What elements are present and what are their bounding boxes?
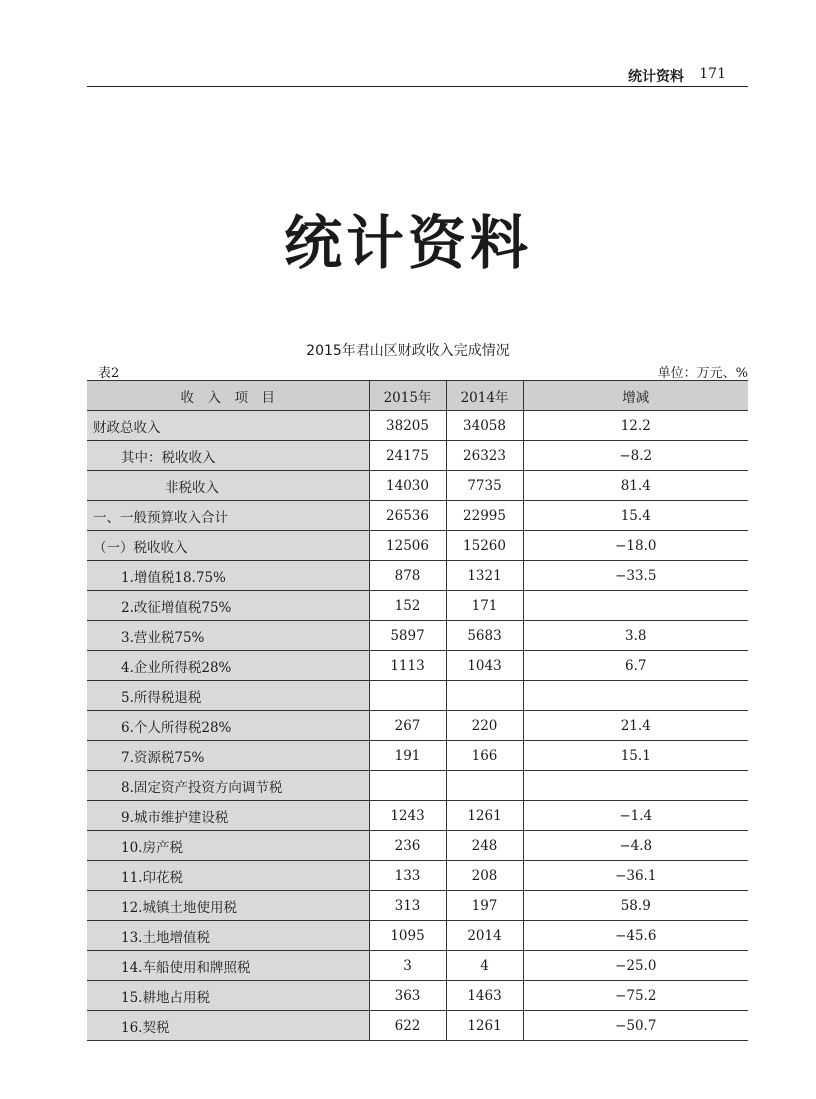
- row-item-label: 14.车船使用和牌照税: [87, 951, 369, 981]
- table-row: [87, 951, 748, 981]
- row-value-change: −36.1: [523, 861, 748, 891]
- row-value-2015: 622: [369, 1011, 446, 1041]
- row-value-2014: 2014: [446, 921, 523, 951]
- row-value-2014: 1321: [446, 561, 523, 591]
- row-item-label: 11.印花税: [87, 861, 369, 891]
- row-value-2015: 24175: [369, 441, 446, 471]
- row-value-2014: 34058: [446, 411, 523, 441]
- row-value-2014: [446, 771, 523, 801]
- header-2014: 2014年: [446, 381, 523, 411]
- row-value-2015: 38205: [369, 411, 446, 441]
- row-item-label: 4.企业所得税28%: [87, 651, 369, 681]
- row-value-change: 12.2: [523, 411, 748, 441]
- row-value-2015: 191: [369, 741, 446, 771]
- table-row: [87, 1011, 748, 1041]
- table-row: [87, 921, 748, 951]
- table-row: [87, 741, 748, 771]
- row-value-2014: 166: [446, 741, 523, 771]
- table-unit: 单位：万元、%: [657, 366, 748, 381]
- table-header-row: [87, 381, 748, 411]
- row-item-label: 13.土地增值税: [87, 921, 369, 951]
- row-value-2014: 15260: [446, 531, 523, 561]
- row-value-2015: [369, 771, 446, 801]
- row-value-2015: 363: [369, 981, 446, 1011]
- header-item: 收 入 项 目: [87, 381, 369, 411]
- row-value-change: −8.2: [523, 441, 748, 471]
- table-row: [87, 891, 748, 921]
- row-value-2014: 22995: [446, 501, 523, 531]
- row-value-2015: 133: [369, 861, 446, 891]
- table-row: [87, 531, 748, 561]
- row-item-label: 16.契税: [87, 1011, 369, 1041]
- running-header-title: 统计资料: [628, 69, 684, 85]
- row-value-change: −75.2: [523, 981, 748, 1011]
- running-header: [87, 64, 748, 87]
- table-row: [87, 441, 748, 471]
- row-value-2015: 1113: [369, 651, 446, 681]
- row-item-label: 9.城市维护建设税: [87, 801, 369, 831]
- row-value-change: [523, 591, 748, 621]
- row-item-label: 2.改征增值税75%: [87, 591, 369, 621]
- row-item-label: 8.固定资产投资方向调节税: [87, 771, 369, 801]
- row-value-2014: 1463: [446, 981, 523, 1011]
- table-row: [87, 591, 748, 621]
- row-value-change: −1.4: [523, 801, 748, 831]
- row-item-label: 15.耕地占用税: [87, 981, 369, 1011]
- row-value-2015: 1243: [369, 801, 446, 831]
- row-value-change: −50.7: [523, 1011, 748, 1041]
- revenue-table: [87, 380, 748, 1041]
- row-item-label: 3.营业税75%: [87, 621, 369, 651]
- row-value-2014: 26323: [446, 441, 523, 471]
- row-value-2015: 1095: [369, 921, 446, 951]
- row-value-change: 81.4: [523, 471, 748, 501]
- table-row: [87, 981, 748, 1011]
- row-item-label: 10.房产税: [87, 831, 369, 861]
- table-row: [87, 651, 748, 681]
- row-value-change: 21.4: [523, 711, 748, 741]
- table-row: [87, 801, 748, 831]
- row-value-2014: 197: [446, 891, 523, 921]
- row-value-2015: 3: [369, 951, 446, 981]
- table-row: [87, 471, 748, 501]
- row-value-2015: 5897: [369, 621, 446, 651]
- row-item-label: 12.城镇土地使用税: [87, 891, 369, 921]
- table-row: [87, 861, 748, 891]
- row-value-2015: 12506: [369, 531, 446, 561]
- row-value-change: −25.0: [523, 951, 748, 981]
- row-value-change: −4.8: [523, 831, 748, 861]
- row-item-label: 非税收入: [87, 471, 369, 501]
- row-value-change: 6.7: [523, 651, 748, 681]
- row-value-2014: 248: [446, 831, 523, 861]
- table-row: [87, 561, 748, 591]
- row-value-2014: 220: [446, 711, 523, 741]
- row-value-2015: [369, 681, 446, 711]
- row-item-label: 6.个人所得税28%: [87, 711, 369, 741]
- header-change: 增减: [523, 381, 748, 411]
- row-value-2014: 208: [446, 861, 523, 891]
- row-item-label: 1.增值税18.75%: [87, 561, 369, 591]
- table-row: [87, 831, 748, 861]
- row-value-2015: 313: [369, 891, 446, 921]
- row-value-2014: [446, 681, 523, 711]
- row-value-2015: 878: [369, 561, 446, 591]
- row-value-change: −33.5: [523, 561, 748, 591]
- row-value-change: 58.9: [523, 891, 748, 921]
- row-value-2014: 1043: [446, 651, 523, 681]
- table-row: [87, 621, 748, 651]
- row-value-change: −18.0: [523, 531, 748, 561]
- row-value-2015: 152: [369, 591, 446, 621]
- header-2015: 2015年: [369, 381, 446, 411]
- row-value-change: −45.6: [523, 921, 748, 951]
- table-number: 表2: [98, 366, 120, 381]
- row-value-2014: 7735: [446, 471, 523, 501]
- page-number: 171: [699, 66, 726, 82]
- table-row: [87, 411, 748, 441]
- row-value-2015: 236: [369, 831, 446, 861]
- row-value-2014: 1261: [446, 1011, 523, 1041]
- row-value-change: 3.8: [523, 621, 748, 651]
- row-value-2014: 1261: [446, 801, 523, 831]
- row-item-label: （一）税收收入: [87, 531, 369, 561]
- row-value-2015: 14030: [369, 471, 446, 501]
- row-value-2014: 171: [446, 591, 523, 621]
- table-row: [87, 771, 748, 801]
- row-item-label: 一、一般预算收入合计: [87, 501, 369, 531]
- table-row: [87, 501, 748, 531]
- row-item-label: 其中：税收收入: [87, 441, 369, 471]
- table-title: 2015年君山区财政收入完成情况: [306, 343, 510, 359]
- row-value-change: [523, 771, 748, 801]
- row-value-2014: 4: [446, 951, 523, 981]
- row-value-change: [523, 681, 748, 711]
- row-value-2015: 267: [369, 711, 446, 741]
- row-value-change: 15.1: [523, 741, 748, 771]
- table-body: [87, 411, 748, 1041]
- table-row: [87, 681, 748, 711]
- row-item-label: 5.所得税退税: [87, 681, 369, 711]
- row-item-label: 财政总收入: [87, 411, 369, 441]
- table-row: [87, 711, 748, 741]
- row-value-change: 15.4: [523, 501, 748, 531]
- row-value-2014: 5683: [446, 621, 523, 651]
- row-value-2015: 26536: [369, 501, 446, 531]
- row-item-label: 7.资源税75%: [87, 741, 369, 771]
- chapter-title: 统计资料: [283, 209, 532, 277]
